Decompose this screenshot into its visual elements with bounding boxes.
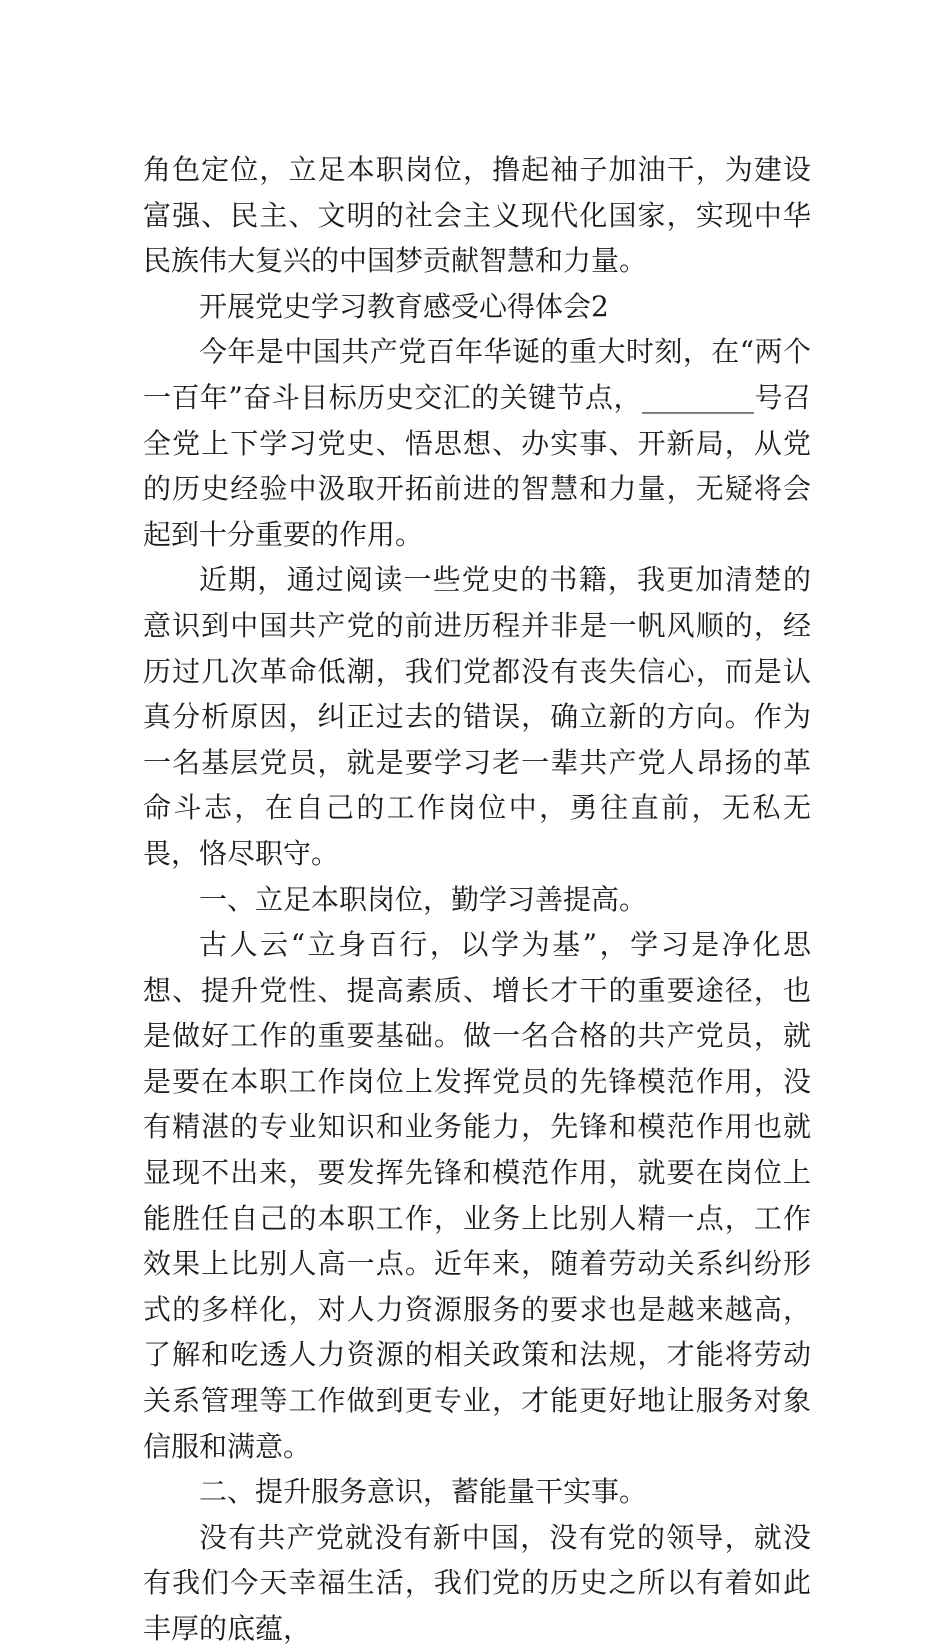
document-body: [143, 147, 811, 1652]
paragraph-continuation: 角色定位，立足本职岗位，撸起袖子加油干，为建设富强、民主、文明的社会主义现代化国家，实现中华民族伟大复兴的中国梦贡献智慧和力量。: [143, 153, 811, 278]
paragraph-service: 没有共产党就没有新中国，没有党的领导，就没有我们今天幸福生活，我们党的历史之所以有着如此丰厚的底蕴，: [143, 1520, 811, 1645]
essay-title: 开展党史学习教育感受心得体会2: [199, 289, 609, 323]
section-heading-2: 二、提升服务意识，蓄能量干实事。: [199, 1475, 648, 1509]
paragraph-intro: 今年是中国共产党百年华诞的重大时刻，在“两个一百年”奋斗目标历史交汇的关键节点，________号召全党上下学习党史、悟思想、办实事、开新局，从党的历史经验中汲取开拓前进的智慧和力量，无疑将会起到十分重要的作用。: [143, 335, 811, 551]
paragraph-reading-reflection: 近期，通过阅读一些党史的书籍，我更加清楚的意识到中国共产党的前进历程并非是一帆风顺的，经历过几次革命低潮，我们党都没有丧失信心，而是认真分析原因，纠正过去的错误，确立新的方向。作为一名基层党员，就是要学习老一辈共产党人昂扬的革命斗志，在自己的工作岗位中，勇往直前，无私无畏，恪尽职守。: [143, 563, 811, 870]
section-heading-1: 一、立足本职岗位，勤学习善提高。: [199, 882, 648, 916]
paragraph-study: 古人云“立身百行，以学为基”，学习是净化思想、提升党性、提高素质、增长才干的重要途径，也是做好工作的重要基础。做一名合格的共产党员，就是要在本职工作岗位上发挥党员的先锋模范作用，没有精湛的专业知识和业务能力，先锋和模范作用也就显现不出来，要发挥先锋和模范作用，就要在岗位上能胜任自己的本职工作，业务上比别人精一点，工作效果上比别人高一点。近年来，随着劳动关系纠纷形式的多样化，对人力资源服务的要求也是越来越高，了解和吃透人力资源的相关政策和法规，才能将劳动关系管理等工作做到更专业，才能更好地让服务对象信服和满意。: [143, 928, 811, 1463]
